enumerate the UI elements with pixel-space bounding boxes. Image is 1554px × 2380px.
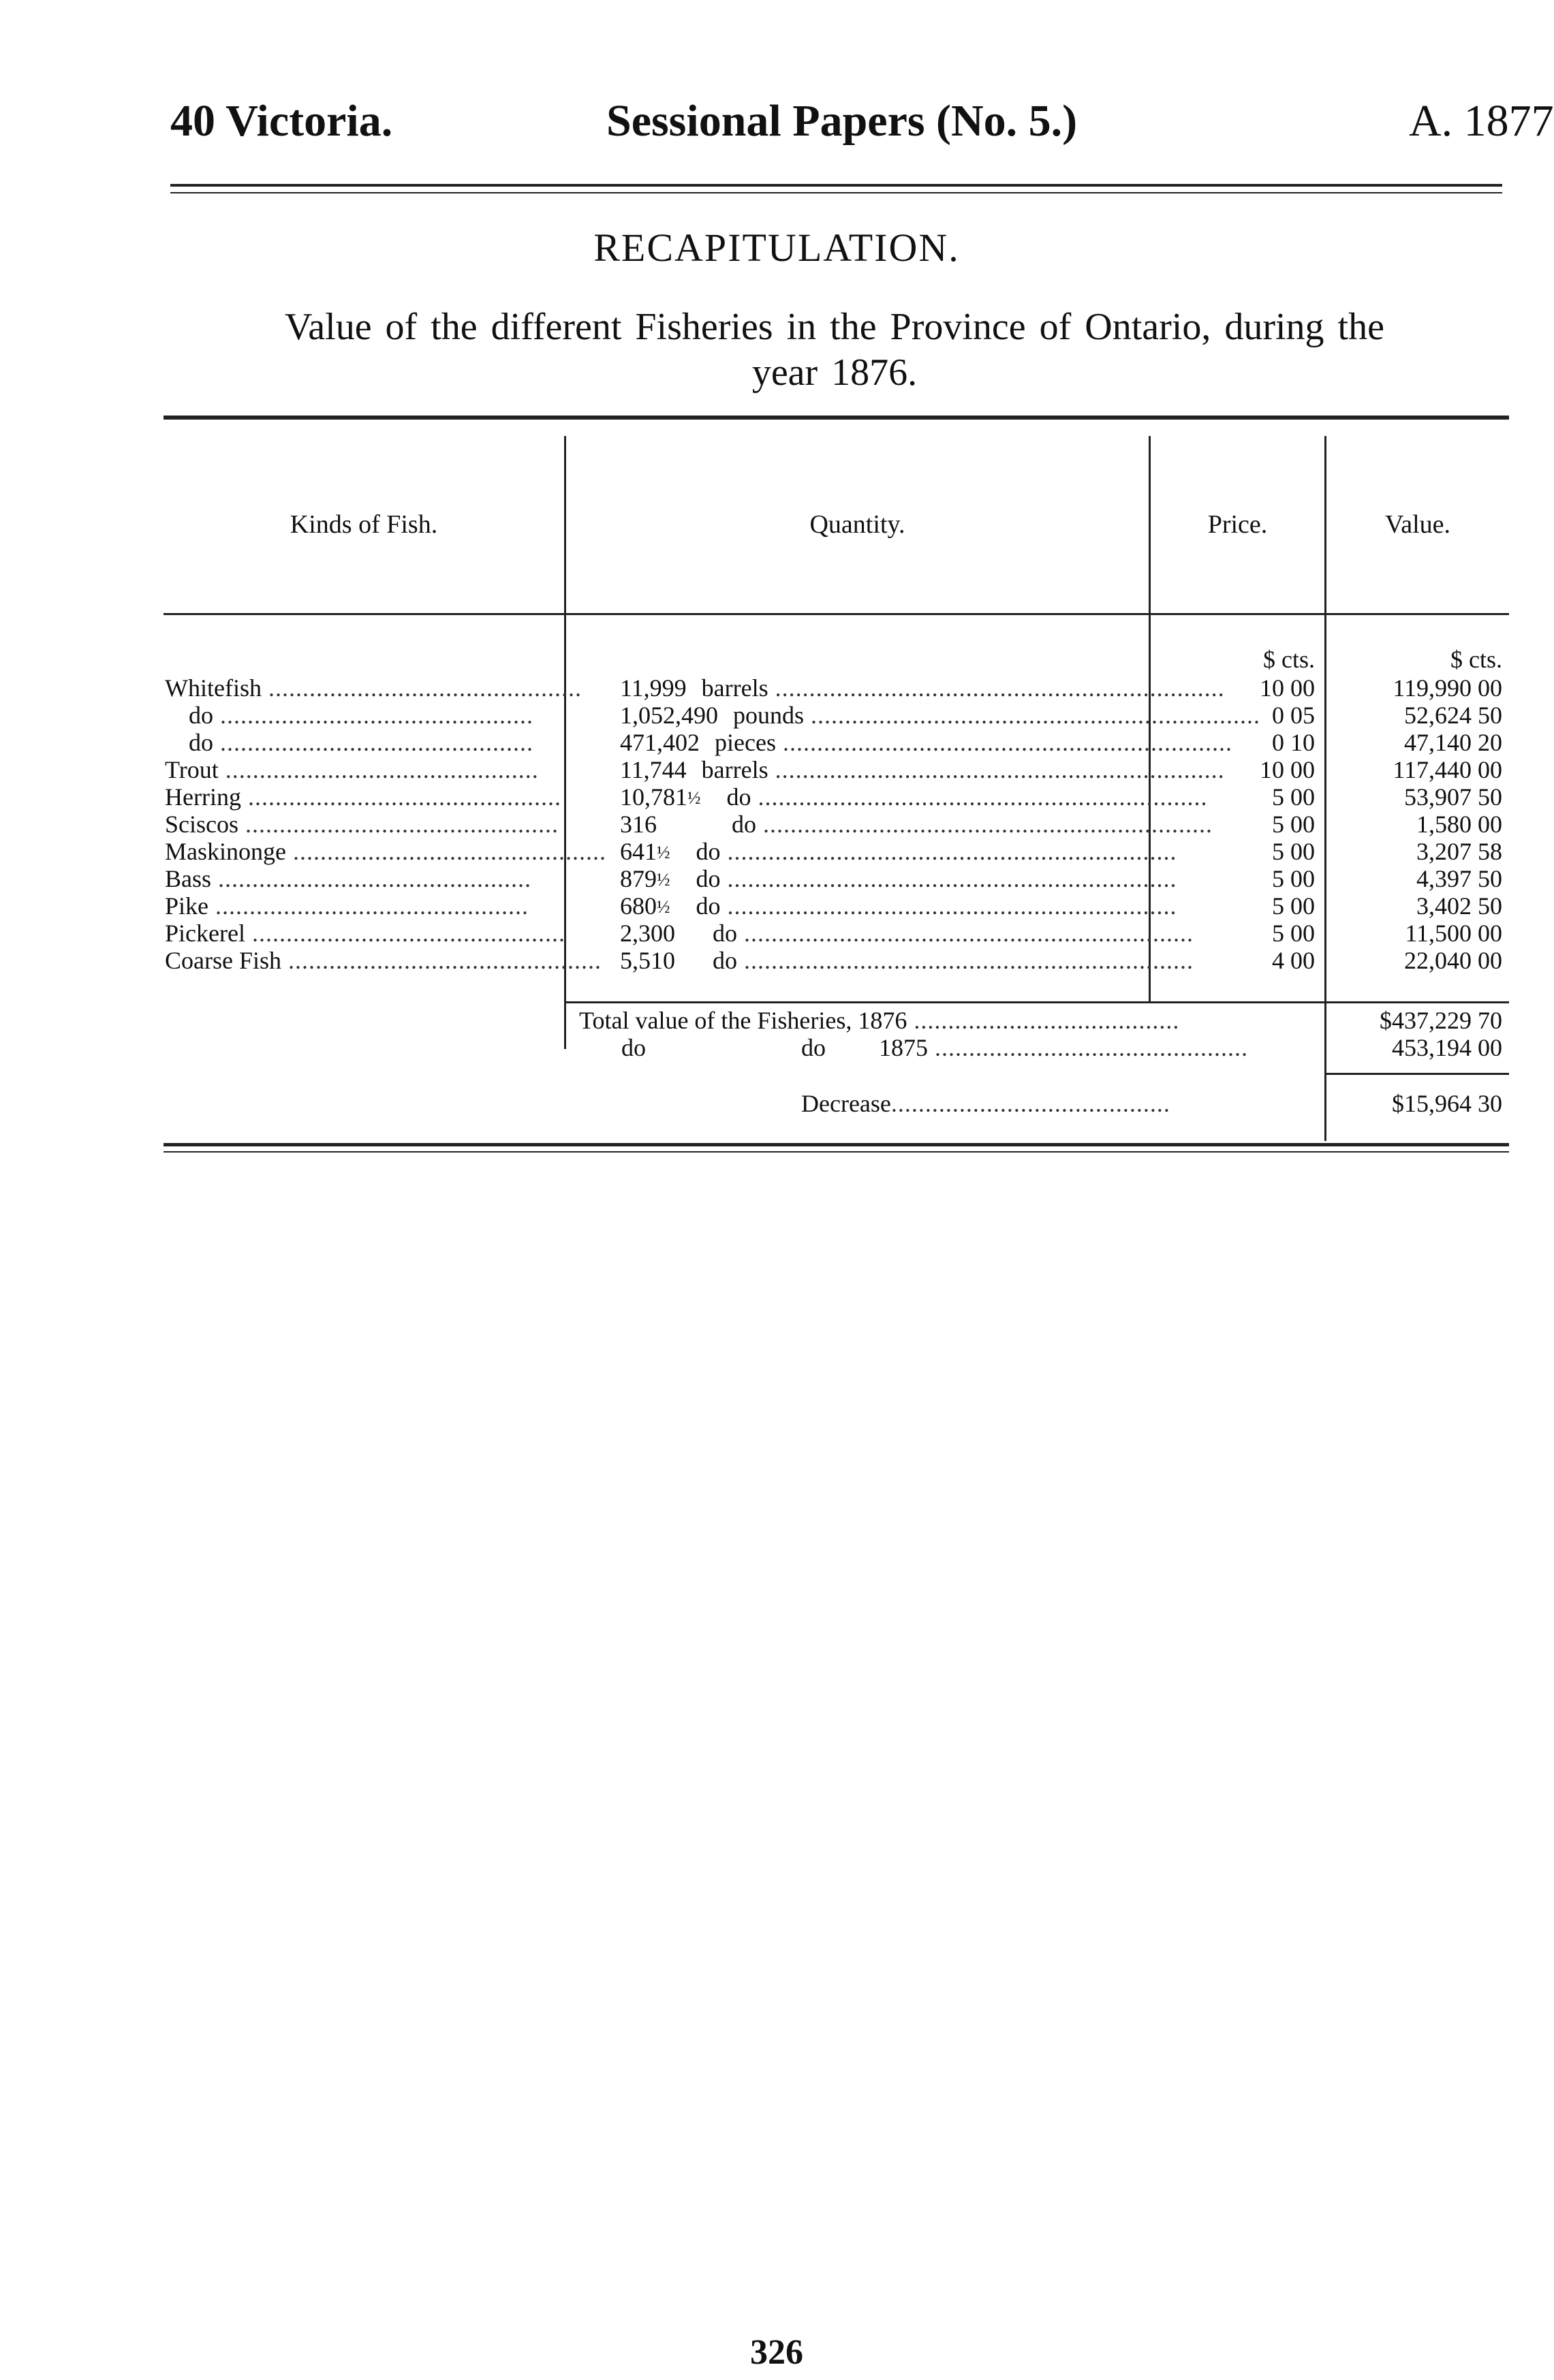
price-unit-label: $ cts. — [1263, 646, 1315, 673]
table-bottom-rule-thin — [164, 1151, 1509, 1153]
decrease-rule — [1326, 1073, 1509, 1075]
row-price: 5 00 — [1272, 783, 1315, 811]
row-price: 5 00 — [1272, 892, 1315, 920]
row-quantity: 471,402 pieces .................................................................. — [620, 729, 1232, 756]
table-top-rule — [164, 416, 1509, 420]
row-kind: Pickerel .............................................. — [165, 920, 565, 947]
row-price: 5 00 — [1272, 865, 1315, 892]
row-price: 5 00 — [1272, 920, 1315, 947]
page-number: 326 — [750, 2333, 803, 2372]
row-quantity: 680½ do .................................................................. — [620, 892, 1177, 920]
row-price: 0 10 — [1272, 729, 1315, 756]
row-quantity: 11,744 barrels .................................................................. — [620, 756, 1225, 783]
row-quantity: 11,999 barrels .................................................................. — [620, 674, 1225, 702]
row-kind: Pike .............................................. — [165, 892, 529, 920]
row-quantity: 641½ do .................................................................. — [620, 838, 1177, 865]
row-value: 4,397 50 — [1416, 865, 1502, 892]
row-price: 5 00 — [1272, 811, 1315, 838]
row-price: 10 00 — [1260, 674, 1315, 702]
decrease-label: Decrease......................................... — [801, 1090, 1170, 1117]
row-value: 3,207 58 — [1416, 838, 1502, 865]
row-value: 11,500 00 — [1405, 920, 1502, 947]
row-value: 47,140 20 — [1404, 729, 1502, 756]
row-quantity: 2,300 do .................................................................. — [620, 920, 1194, 947]
page-title: RECAPITULATION. — [593, 225, 960, 270]
row-kind: do .............................................. — [189, 702, 533, 729]
total-1876-value: $437,229 70 — [1380, 1007, 1502, 1034]
header-year: A. 1877 — [1409, 96, 1554, 146]
decrease-value: $15,964 30 — [1392, 1090, 1502, 1117]
total-1875-value: 453,194 00 — [1392, 1034, 1502, 1061]
row-value: 52,624 50 — [1404, 702, 1502, 729]
column-header-price: Price. — [1207, 510, 1268, 539]
table-caption-line2: year 1876. — [751, 351, 918, 394]
row-kind: Trout .............................................. — [165, 756, 539, 783]
row-kind: Bass .............................................. — [165, 865, 532, 892]
header-rule — [170, 184, 1502, 187]
row-value: 22,040 00 — [1404, 947, 1502, 974]
row-price: 5 00 — [1272, 838, 1315, 865]
row-quantity: 879½ do .................................................................. — [620, 865, 1177, 892]
row-kind: do .............................................. — [189, 729, 533, 756]
row-kind: Maskinonge .............................................. — [165, 838, 606, 865]
row-value: 1,580 00 — [1416, 811, 1502, 838]
row-price: 0 05 — [1272, 702, 1315, 729]
header-rule-thin — [170, 192, 1502, 193]
row-price: 4 00 — [1272, 947, 1315, 974]
row-quantity: 316 do .................................................................. — [620, 811, 1213, 838]
header-bottom-rule — [164, 613, 1509, 615]
table-bottom-rule — [164, 1143, 1509, 1146]
value-unit-label: $ cts. — [1450, 646, 1502, 673]
row-value: 53,907 50 — [1404, 783, 1502, 811]
row-value: 3,402 50 — [1416, 892, 1502, 920]
column-header-value: Value. — [1384, 510, 1451, 539]
table-caption-line1: Value of the different Fisheries in the Province of Ontario, during the — [285, 306, 1384, 348]
row-quantity: 1,052,490 pounds .................................................................. — [620, 702, 1261, 729]
totals-top-rule — [564, 1001, 1509, 1003]
header-sessional-papers: Sessional Papers (No. 5.) — [606, 96, 1078, 146]
column-header-quantity: Quantity. — [809, 510, 905, 539]
row-value: 117,440 00 — [1393, 756, 1502, 783]
column-header-kind: Kinds of Fish. — [290, 510, 438, 539]
total-1875-label: do do 1875 .............................................. — [621, 1034, 1248, 1061]
row-quantity: 10,781½ do .................................................................. — [620, 783, 1208, 811]
row-value: 119,990 00 — [1393, 674, 1502, 702]
row-kind: Whitefish .............................................. — [165, 674, 582, 702]
row-price: 10 00 — [1260, 756, 1315, 783]
header-volume: 40 Victoria. — [170, 96, 393, 146]
row-kind: Herring .............................................. — [165, 783, 561, 811]
column-divider — [1324, 436, 1326, 1141]
total-1876-label: Total value of the Fisheries, 1876 ....................................... — [579, 1007, 1180, 1034]
row-kind: Coarse Fish .............................................. — [165, 947, 602, 974]
row-kind: Sciscos .............................................. — [165, 811, 559, 838]
row-quantity: 5,510 do .................................................................. — [620, 947, 1194, 974]
